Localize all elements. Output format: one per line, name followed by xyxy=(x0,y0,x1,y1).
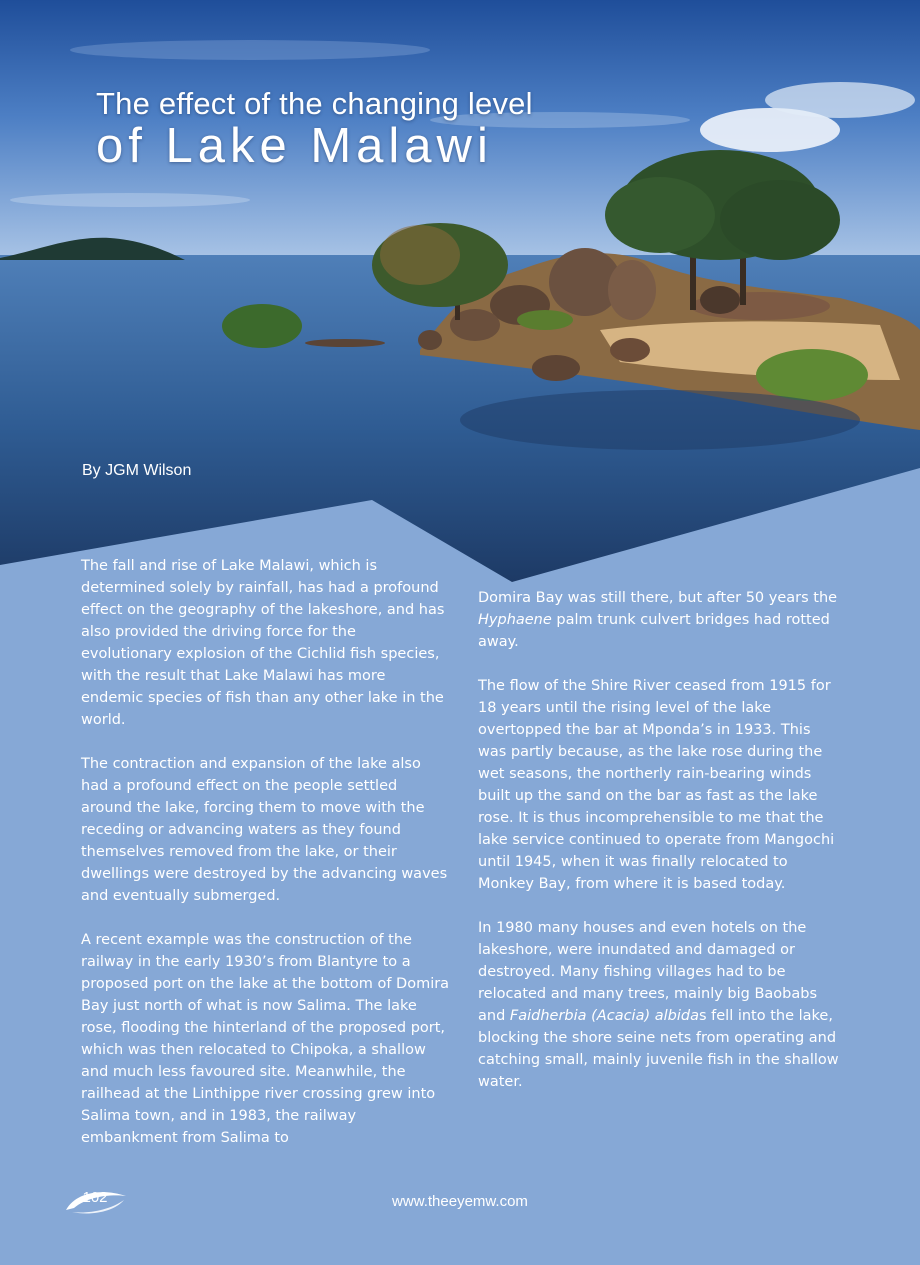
article-column-right xyxy=(478,587,843,1115)
text-run: s fell into the lake, blocking the shore seine nets from operating and catching small, mainly juvenile fish in the shallow water. xyxy=(478,1008,839,1090)
article-title-line-2: of Lake Malawi xyxy=(96,119,493,173)
paragraph xyxy=(478,587,843,653)
paragraph xyxy=(478,917,843,1093)
species-name: Faidherbia (Acacia) albida xyxy=(509,1008,699,1024)
footer-url: www.theeyemw.com xyxy=(392,1193,528,1210)
text-run: Domira Bay was still there, but after 50 years the xyxy=(478,590,838,606)
author-byline: By JGM Wilson xyxy=(82,462,192,479)
paragraph: The flow of the Shire River ceased from 1915 for 18 years until the rising level of the lake overtopped the bar at Mponda’s in 1933. This was partly because, as the lake rose during the wet seasons, the northerly rain-bearing winds built up the sand on the bar as fast as the lake rose. It is thus incomprehensible to me that the lake service continued to operate from Mangochi until 1945, when it was finally relocated to Monkey Bay, from where it is based today. xyxy=(478,678,835,892)
paragraph: A recent example was the construction of the railway in the early 1930’s from Blantyre to a proposed port on the lake at the bottom of Domira Bay just north of what is now Salima. The lake rose, flooding the hinterland of the proposed port, which was then relocated to Chipoka, a shallow and much less favoured site. Meanwhile, the railhead at the Linthippe river crossing grew into Salima town, and in 1983, the railway embankment from Salima to xyxy=(81,932,450,1146)
species-name: Hyphaene xyxy=(478,612,552,628)
page-number: 102 xyxy=(82,1189,108,1206)
article-column-left xyxy=(81,555,451,1171)
paragraph: The contraction and expansion of the lake also had a profound effect on the people settled around the lake, forcing them to move with the receding or advancing waters as they found themselves removed from the lake, or their dwellings were destroyed by the advancing waves and eventually submerged. xyxy=(81,756,448,904)
text-run: palm trunk culvert bridges had rotted away. xyxy=(478,612,830,650)
text-run: In 1980 many houses and even hotels on the lakeshore, were inundated and damaged or destroyed. Many fishing villages had to be relocated and many trees, mainly big Baobabs and xyxy=(478,920,818,1024)
paragraph: The fall and rise of Lake Malawi, which is determined solely by rainfall, has had a profound effect on the geography of the lakeshore, and has also provided the driving force for the evolutionary explosion of the Cichlid fish species, with the result that Lake Malawi has more endemic species of fish than any other lake in the world. xyxy=(81,558,445,728)
article-title-line-1: The effect of the changing level xyxy=(96,86,533,121)
